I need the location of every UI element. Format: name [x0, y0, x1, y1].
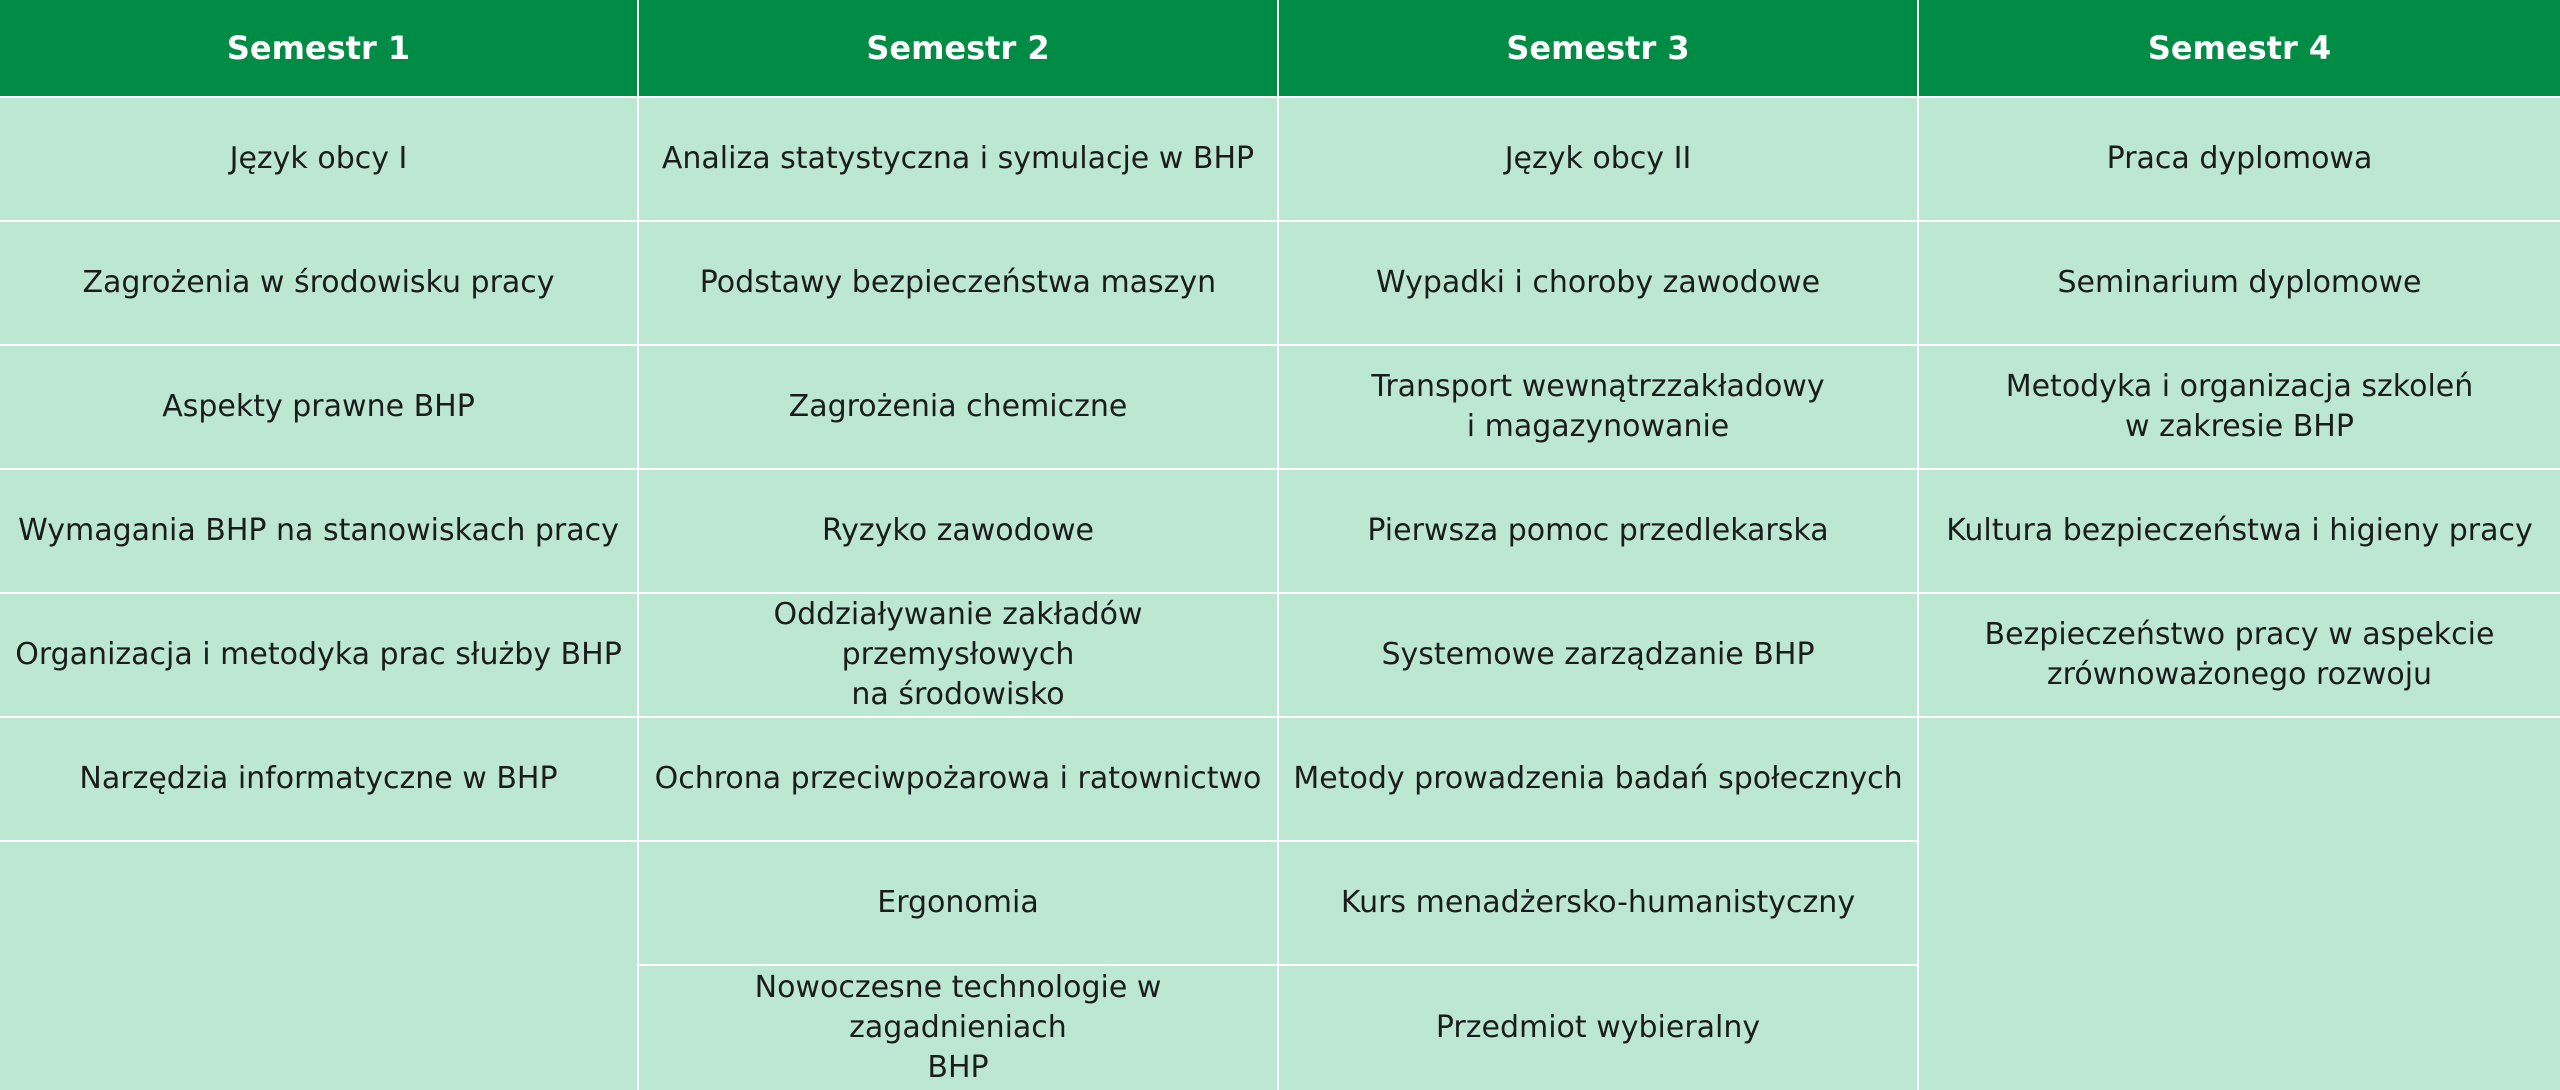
semester-column-3	[1279, 0, 1919, 1090]
course-cell: Ochrona przeciwpożarowa i ratownictwo	[639, 718, 1277, 842]
course-cell: Ryzyko zawodowe	[639, 470, 1277, 594]
course-cell: Język obcy II	[1279, 98, 1917, 222]
semester-column-2	[639, 0, 1279, 1090]
course-cell: Pierwsza pomoc przedlekarska	[1279, 470, 1917, 594]
course-cell: Podstawy bezpieczeństwa maszyn	[639, 222, 1277, 346]
course-cell: Narzędzia informatyczne w BHP	[0, 718, 637, 842]
course-cell: Język obcy I	[0, 98, 637, 222]
course-cell: Metody prowadzenia badań społecznych	[1279, 718, 1917, 842]
empty-cell	[1919, 718, 2560, 842]
semester-header: Semestr 1	[0, 0, 637, 98]
course-cell: Oddziaływanie zakładów przemysłowych na środowisko	[639, 594, 1277, 718]
semester-header: Semestr 3	[1279, 0, 1917, 98]
semester-header: Semestr 2	[639, 0, 1277, 98]
course-cell: Organizacja i metodyka prac służby BHP	[0, 594, 637, 718]
semester-column-4	[1919, 0, 2560, 1090]
course-cell: Systemowe zarządzanie BHP	[1279, 594, 1917, 718]
course-cell: Aspekty prawne BHP	[0, 346, 637, 470]
course-cell: Kurs menadżersko-humanistyczny	[1279, 842, 1917, 966]
course-cell: Nowoczesne technologie w zagadnieniach BHP	[754, 970, 1162, 1085]
course-cell: Zagrożenia w środowisku pracy	[0, 222, 637, 346]
course-cell: Analiza statystyczna i symulacje w BHP	[639, 98, 1277, 222]
course-cell: Kultura bezpieczeństwa i higieny pracy	[1919, 470, 2560, 594]
empty-cell	[0, 842, 637, 966]
course-cell: Wypadki i choroby zawodowe	[1279, 222, 1917, 346]
course-cell: Metodyka i organizacja szkoleń w zakresie BHP	[1919, 346, 2560, 470]
course-cell: Seminarium dyplomowe	[1919, 222, 2560, 346]
semester-column-1	[0, 0, 639, 1090]
course-cell: Zagrożenia chemiczne	[639, 346, 1277, 470]
semester-header: Semestr 4	[1919, 0, 2560, 98]
course-cell: Praca dyplomowa	[1919, 98, 2560, 222]
course-cell: Wymagania BHP na stanowiskach pracy	[0, 470, 637, 594]
course-cell: Transport wewnątrzzakładowy i magazynowanie	[1279, 346, 1917, 470]
course-cell: Bezpieczeństwo pracy w aspekcie zrównoważonego rozwoju	[1919, 594, 2560, 718]
course-cell: Przedmiot wybieralny	[1435, 1010, 1761, 1045]
course-cell: Ergonomia	[639, 842, 1277, 966]
